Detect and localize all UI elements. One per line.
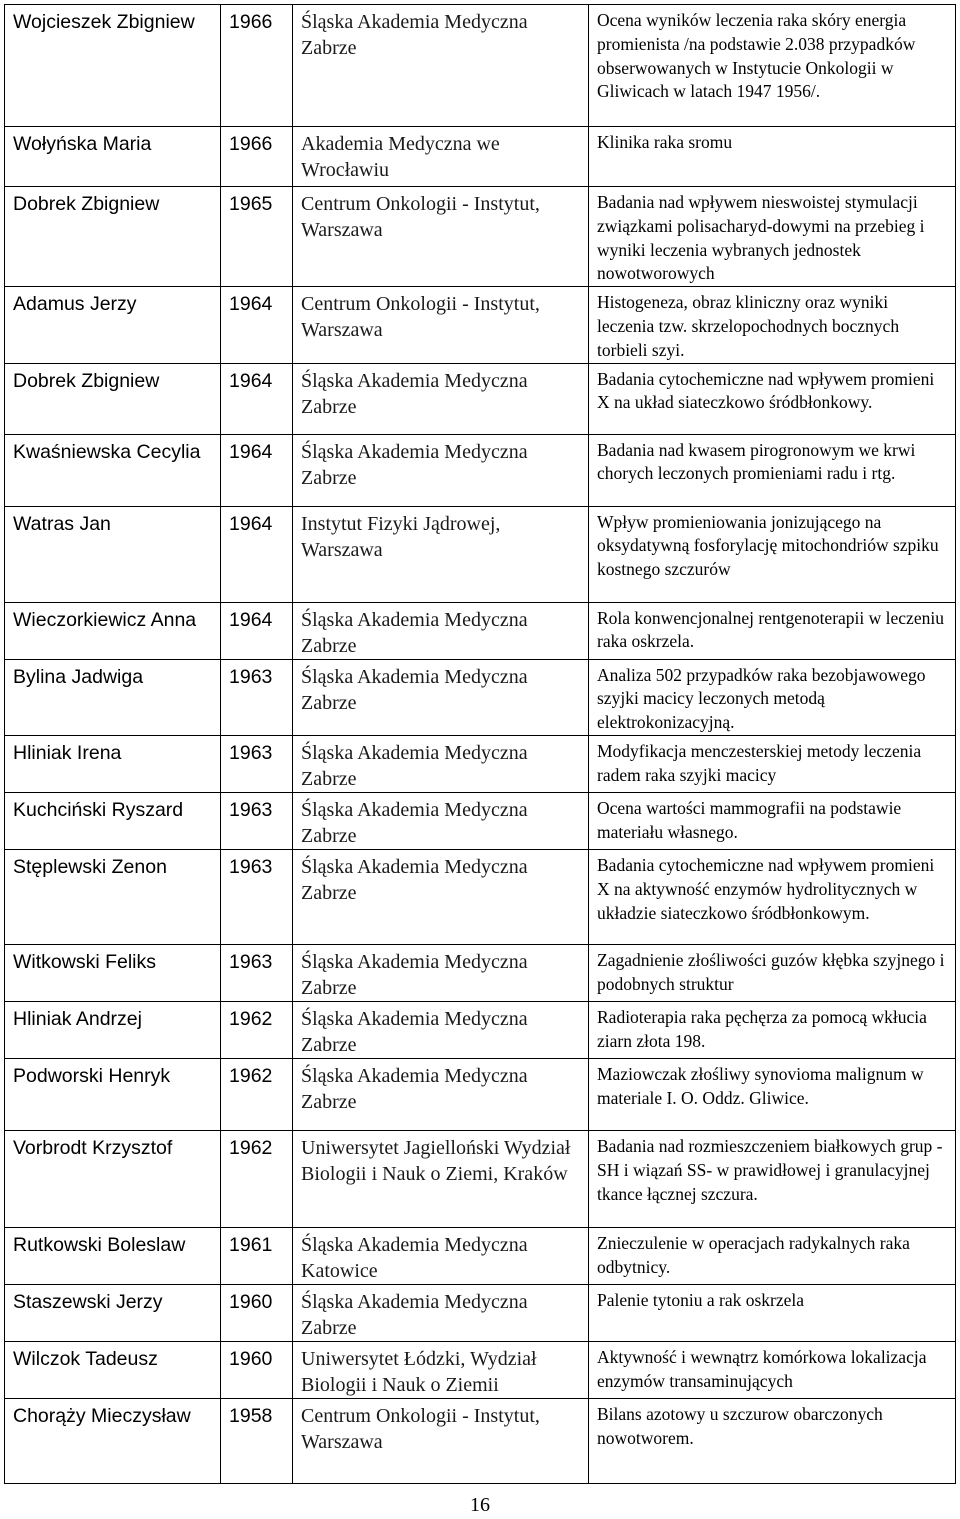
table-row <box>5 1284 956 1341</box>
defense-year: 1963 <box>221 735 293 792</box>
defense-year: 1962 <box>221 1130 293 1227</box>
table-row <box>5 1130 956 1227</box>
institution: Śląska Akademia Medyczna Zabrze <box>293 363 589 434</box>
dissertation-topic: Bilans azotowy u szczurow obarczonych nowotworem. <box>589 1398 956 1483</box>
dissertation-topic: Znieczulenie w operacjach radykalnych raka odbytnicy. <box>589 1227 956 1284</box>
institution: Uniwersytet Jagielloński Wydział Biologii i Nauk o Ziemi, Kraków <box>293 1130 589 1227</box>
institution: Śląska Akademia Medyczna Zabrze <box>293 602 589 659</box>
author-name: Wojcieszek Zbigniew <box>5 5 221 127</box>
table-row <box>5 363 956 434</box>
institution: Śląska Akademia Medyczna Zabrze <box>293 434 589 506</box>
institution: Śląska Akademia Medyczna Zabrze <box>293 849 589 944</box>
dissertation-topic: Wpływ promieniowania jonizującego na oksydatywną fosforylację mitochondriów szpiku kostnego szczurów <box>589 506 956 602</box>
author-name: Witkowski Feliks <box>5 944 221 1001</box>
institution: Centrum Onkologii - Instytut, Warszawa <box>293 1398 589 1483</box>
dissertation-topic: Modyfikacja menczesterskiej metody leczenia radem raka szyjki macicy <box>589 735 956 792</box>
table-row <box>5 849 956 944</box>
institution: Śląska Akademia Medyczna Zabrze <box>293 1284 589 1341</box>
institution: Centrum Onkologii - Instytut, Warszawa <box>293 187 589 287</box>
dissertations-table <box>4 4 956 1484</box>
table-row <box>5 944 956 1001</box>
institution: Śląska Akademia Medyczna Zabrze <box>293 659 589 735</box>
institution: Śląska Akademia Medyczna Zabrze <box>293 1001 589 1058</box>
author-name: Rutkowski Boleslaw <box>5 1227 221 1284</box>
table-row <box>5 1398 956 1483</box>
author-name: Wieczorkiewicz Anna <box>5 602 221 659</box>
defense-year: 1963 <box>221 944 293 1001</box>
dissertation-topic: Rola konwencjonalnej rentgenoterapii w leczeniu raka oskrzela. <box>589 602 956 659</box>
defense-year: 1964 <box>221 363 293 434</box>
author-name: Wilczok Tadeusz <box>5 1341 221 1398</box>
author-name: Hliniak Irena <box>5 735 221 792</box>
dissertation-topic: Badania nad wpływem nieswoistej stymulacji związkami polisacharyd-dowymi na przebieg i wyniki leczenia wybranych jednostek nowotworowych <box>589 187 956 287</box>
table-row <box>5 602 956 659</box>
defense-year: 1964 <box>221 434 293 506</box>
defense-year: 1964 <box>221 602 293 659</box>
table-row <box>5 127 956 187</box>
author-name: Vorbrodt Krzysztof <box>5 1130 221 1227</box>
author-name: Watras Jan <box>5 506 221 602</box>
defense-year: 1964 <box>221 506 293 602</box>
table-row <box>5 5 956 127</box>
dissertation-topic: Palenie tytoniu a rak oskrzela <box>589 1284 956 1341</box>
table-row <box>5 287 956 363</box>
institution: Uniwersytet Łódzki, Wydział Biologii i Nauk o Ziemii <box>293 1341 589 1398</box>
institution: Centrum Onkologii - Instytut, Warszawa <box>293 287 589 363</box>
author-name: Podworski Henryk <box>5 1058 221 1130</box>
dissertation-topic: Aktywność i wewnątrz komórkowa lokalizacja enzymów transaminujących <box>589 1341 956 1398</box>
dissertation-topic: Zagadnienie złośliwości guzów kłębka szyjnego i podobnych struktur <box>589 944 956 1001</box>
defense-year: 1958 <box>221 1398 293 1483</box>
table-row <box>5 1058 956 1130</box>
defense-year: 1965 <box>221 187 293 287</box>
author-name: Bylina Jadwiga <box>5 659 221 735</box>
dissertation-topic: Klinika raka sromu <box>589 127 956 187</box>
page-number: 16 <box>470 1494 490 1516</box>
dissertation-topic: Badania cytochemiczne nad wpływem promieni X na aktywność enzymów hydrolitycznych w układzie siateczkowo śródbłonkowym. <box>589 849 956 944</box>
dissertation-topic: Maziowczak złośliwy synovioma malignum w materiale I. O. Oddz. Gliwice. <box>589 1058 956 1130</box>
institution: Śląska Akademia Medyczna Zabrze <box>293 1058 589 1130</box>
dissertation-topic: Ocena wartości mammografii na podstawie materiału własnego. <box>589 792 956 849</box>
institution: Akademia Medyczna we Wrocławiu <box>293 127 589 187</box>
defense-year: 1962 <box>221 1058 293 1130</box>
author-name: Kwaśniewska Cecylia <box>5 434 221 506</box>
table-row <box>5 506 956 602</box>
dissertation-topic: Radioterapia raka pęchęrza za pomocą wkłucia ziarn złota 198. <box>589 1001 956 1058</box>
defense-year: 1966 <box>221 5 293 127</box>
author-name: Chorąży Mieczysław <box>5 1398 221 1483</box>
defense-year: 1960 <box>221 1284 293 1341</box>
institution: Śląska Akademia Medyczna Zabrze <box>293 944 589 1001</box>
table-row <box>5 792 956 849</box>
table-row <box>5 1001 956 1058</box>
table-row <box>5 1341 956 1398</box>
institution: Śląska Akademia Medyczna Katowice <box>293 1227 589 1284</box>
author-name: Hliniak Andrzej <box>5 1001 221 1058</box>
dissertation-topic: Histogeneza, obraz kliniczny oraz wyniki leczenia tzw. skrzelopochodnych bocznych torbieli szyi. <box>589 287 956 363</box>
dissertation-topic: Badania cytochemiczne nad wpływem promieni X na układ siateczkowo śródbłonkowy. <box>589 363 956 434</box>
dissertation-topic: Badania nad kwasem pirogronowym we krwi chorych leczonych promieniami radu i rtg. <box>589 434 956 506</box>
defense-year: 1961 <box>221 1227 293 1284</box>
institution: Śląska Akademia Medyczna Zabrze <box>293 792 589 849</box>
defense-year: 1963 <box>221 659 293 735</box>
dissertation-topic: Ocena wyników leczenia raka skóry energia promienista /na podstawie 2.038 przypadków obserwowanych w Instytucie Onkologii w Gliwicach w latach 1947 1956/. <box>589 5 956 127</box>
dissertation-topic: Badania nad rozmieszczeniem białkowych grup -SH i wiązań SS- w prawidłowej i granulacyjnej tkance łącznej szczura. <box>589 1130 956 1227</box>
table-row <box>5 659 956 735</box>
table-row <box>5 1227 956 1284</box>
dissertation-topic: Analiza 502 przypadków raka bezobjawowego szyjki macicy leczonych metodą elektrokonizacyjną. <box>589 659 956 735</box>
table-row <box>5 735 956 792</box>
institution: Instytut Fizyki Jądrowej, Warszawa <box>293 506 589 602</box>
author-name: Dobrek Zbigniew <box>5 187 221 287</box>
author-name: Staszewski Jerzy <box>5 1284 221 1341</box>
author-name: Kuchciński Ryszard <box>5 792 221 849</box>
defense-year: 1963 <box>221 849 293 944</box>
defense-year: 1966 <box>221 127 293 187</box>
author-name: Wołyńska Maria <box>5 127 221 187</box>
defense-year: 1963 <box>221 792 293 849</box>
author-name: Stęplewski Zenon <box>5 849 221 944</box>
table-row <box>5 187 956 287</box>
defense-year: 1964 <box>221 287 293 363</box>
author-name: Dobrek Zbigniew <box>5 363 221 434</box>
defense-year: 1960 <box>221 1341 293 1398</box>
defense-year: 1962 <box>221 1001 293 1058</box>
institution: Śląska Akademia Medyczna Zabrze <box>293 5 589 127</box>
table-row <box>5 434 956 506</box>
author-name: Adamus Jerzy <box>5 287 221 363</box>
institution: Śląska Akademia Medyczna Zabrze <box>293 735 589 792</box>
